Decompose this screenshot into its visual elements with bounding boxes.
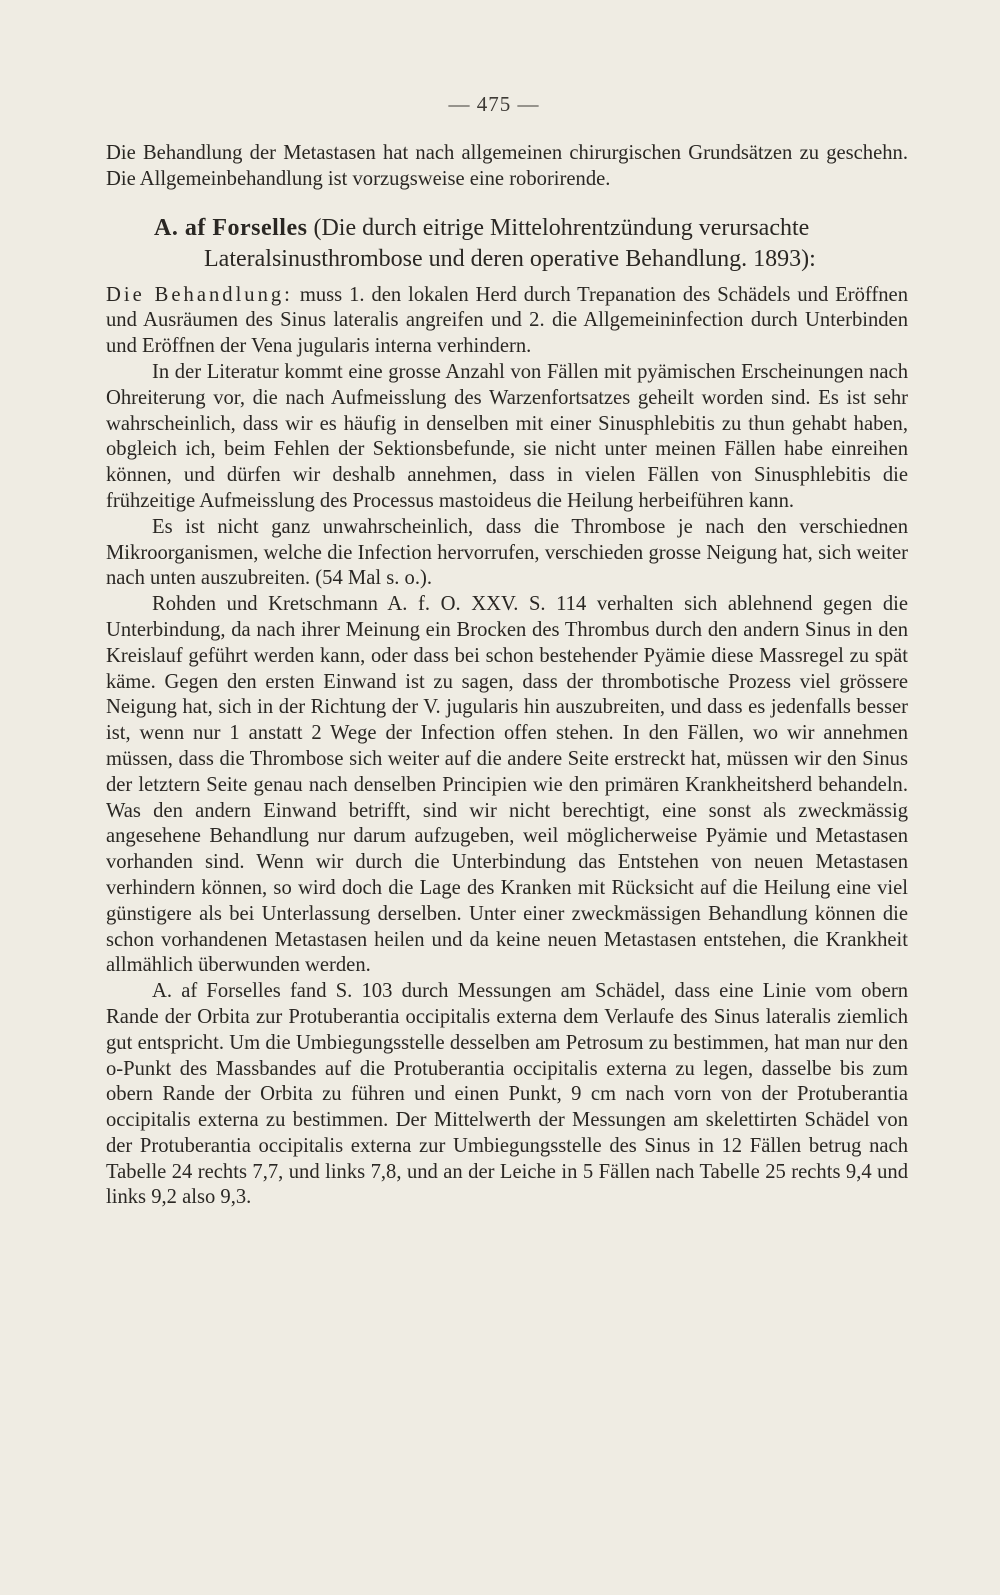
section-heading xyxy=(106,213,908,275)
paragraph-rohden: Rohden und Kretschmann A. f. O. XXV. S. 114 verhalten sich ablehnend gegen die Unterbindung, da nach ihrer Meinung ein Brocken des Thrombus durch den andern Sinus in den Kreislauf geführt werden kann, oder dass bei schon bestehender Pyämie diese Massregel zu spät käme. Gegen den ersten Einwand ist zu sagen, dass der thrombotische Prozess viel grössere Neigung hat, sich in der Richtung der V. jugularis hin auszubreiten, und dass es jedenfalls besser ist, wenn nur 1 anstatt 2 Wege der Infection offen stehen. In den Fällen, wo wir annehmen müssen, dass die Thrombose sich weiter auf die andere Seite erstreckt hat, müssen wir den Sinus der letztern Seite genau nach denselben Principien wie den primären Krankheitsherd behandeln. Was den andern Einwand betrifft, sind wir nicht berechtigt, eine sonst als zweckmässig angesehene Behandlung nur darum aufzugeben, weil möglicherweise Pyämie und Metastasen vorhanden sind. Wenn wir durch die Unterbindung das Entstehen von neuen Metastasen verhindern können, so wird doch die Lage des Kranken mit Rücksicht auf die Heilung eine viel günstigere als bei Unterlassung derselben. Unter einer zweckmässigen Behandlung können die schon vorhandenen Metastasen heilen und da keine neuen Metastasen entstehen, die Krankheit allmählich überwunden werden. xyxy=(106,593,908,977)
page-number: — 475 — xyxy=(448,92,540,116)
heading-title-line-1: (Die durch eitrige Mittelohrentzündung verursachte xyxy=(307,214,810,241)
behandlung-label: Die Behandlung: xyxy=(106,283,293,306)
paragraph-forselles-messungen: A. af Forselles fand S. 103 durch Messungen am Schädel, dass eine Linie vom obern Rande der Orbita zur Protuberantia occipitalis externa dem Verlaufe des Sinus lateralis ziemlich gut entspricht. Um die Umbiegungsstelle desselben am Petrosum zu bestimmen, hat man nur den o-Punkt des Massbandes auf die Protuberantia occipitalis externa zu legen, dasselbe bis zum obern Rande der Orbita zu führen und einen Punkt, 9 cm nach vorn von der Protuberantia occipitalis externa zu bestimmen. Der Mittelwerth der Messungen am skelettirten Schädel von der Protuberantia occipitalis externa zur Umbiegungsstelle des Sinus in 12 Fällen betrug nach Tabelle 24 rechts 7,7, und links 7,8, und an der Leiche in 5 Fällen nach Tabelle 25 rechts 9,4 und links 9,2 also 9,3. xyxy=(106,980,908,1209)
paragraph-thrombose: Es ist nicht ganz unwahrscheinlich, dass die Thrombose je nach den verschiednen Mikroorganismen, welche die Infection hervorrufen, verschieden grosse Neigung hat, sich weiter nach unten auszubreiten. (54 Mal s. o.). xyxy=(106,515,908,590)
heading-author: A. af Forselles xyxy=(154,214,308,241)
paragraph-metastasen: Die Behandlung der Metastasen hat nach allgemeinen chirurgischen Grundsätzen zu geschehn. Die Allgemeinbehandlung ist vorzugsweise eine roborirende. xyxy=(106,142,908,190)
paragraph-literatur: In der Literatur kommt eine grosse Anzahl von Fällen mit pyämischen Erscheinungen nach Ohreiterung vor, die nach Aufmeisslung des Warzenfortsatzes geheilt worden sind. Es ist sehr wahrscheinlich, dass wir es häufig in denselben mit einer Sinusphlebitis zu thun gehabt haben, obgleich ich, beim Fehlen der Sektionsbefunde, sie nicht unter meinen Fällen habe einreihen können, und dürfen wir deshalb annehmen, dass in vielen Fällen von Sinusphlebitis die frühzeitige Aufmeisslung des Processus mastoideus die Heilung herbeiführen kann. xyxy=(106,360,908,512)
behandlung-text: muss 1. den lokalen Herd durch Trepanation des Schädels und Eröffnen und Ausräumen des Sinus lateralis angreifen und 2. die Allgemeininfection durch Unterbinden und Eröffnen der Vena jugularis interna verhindern. xyxy=(106,283,908,358)
paragraph-behandlung xyxy=(106,283,908,360)
heading-title-line-2: Lateralsinusthrombose und deren operative Behandlung. 1893): xyxy=(204,245,816,272)
